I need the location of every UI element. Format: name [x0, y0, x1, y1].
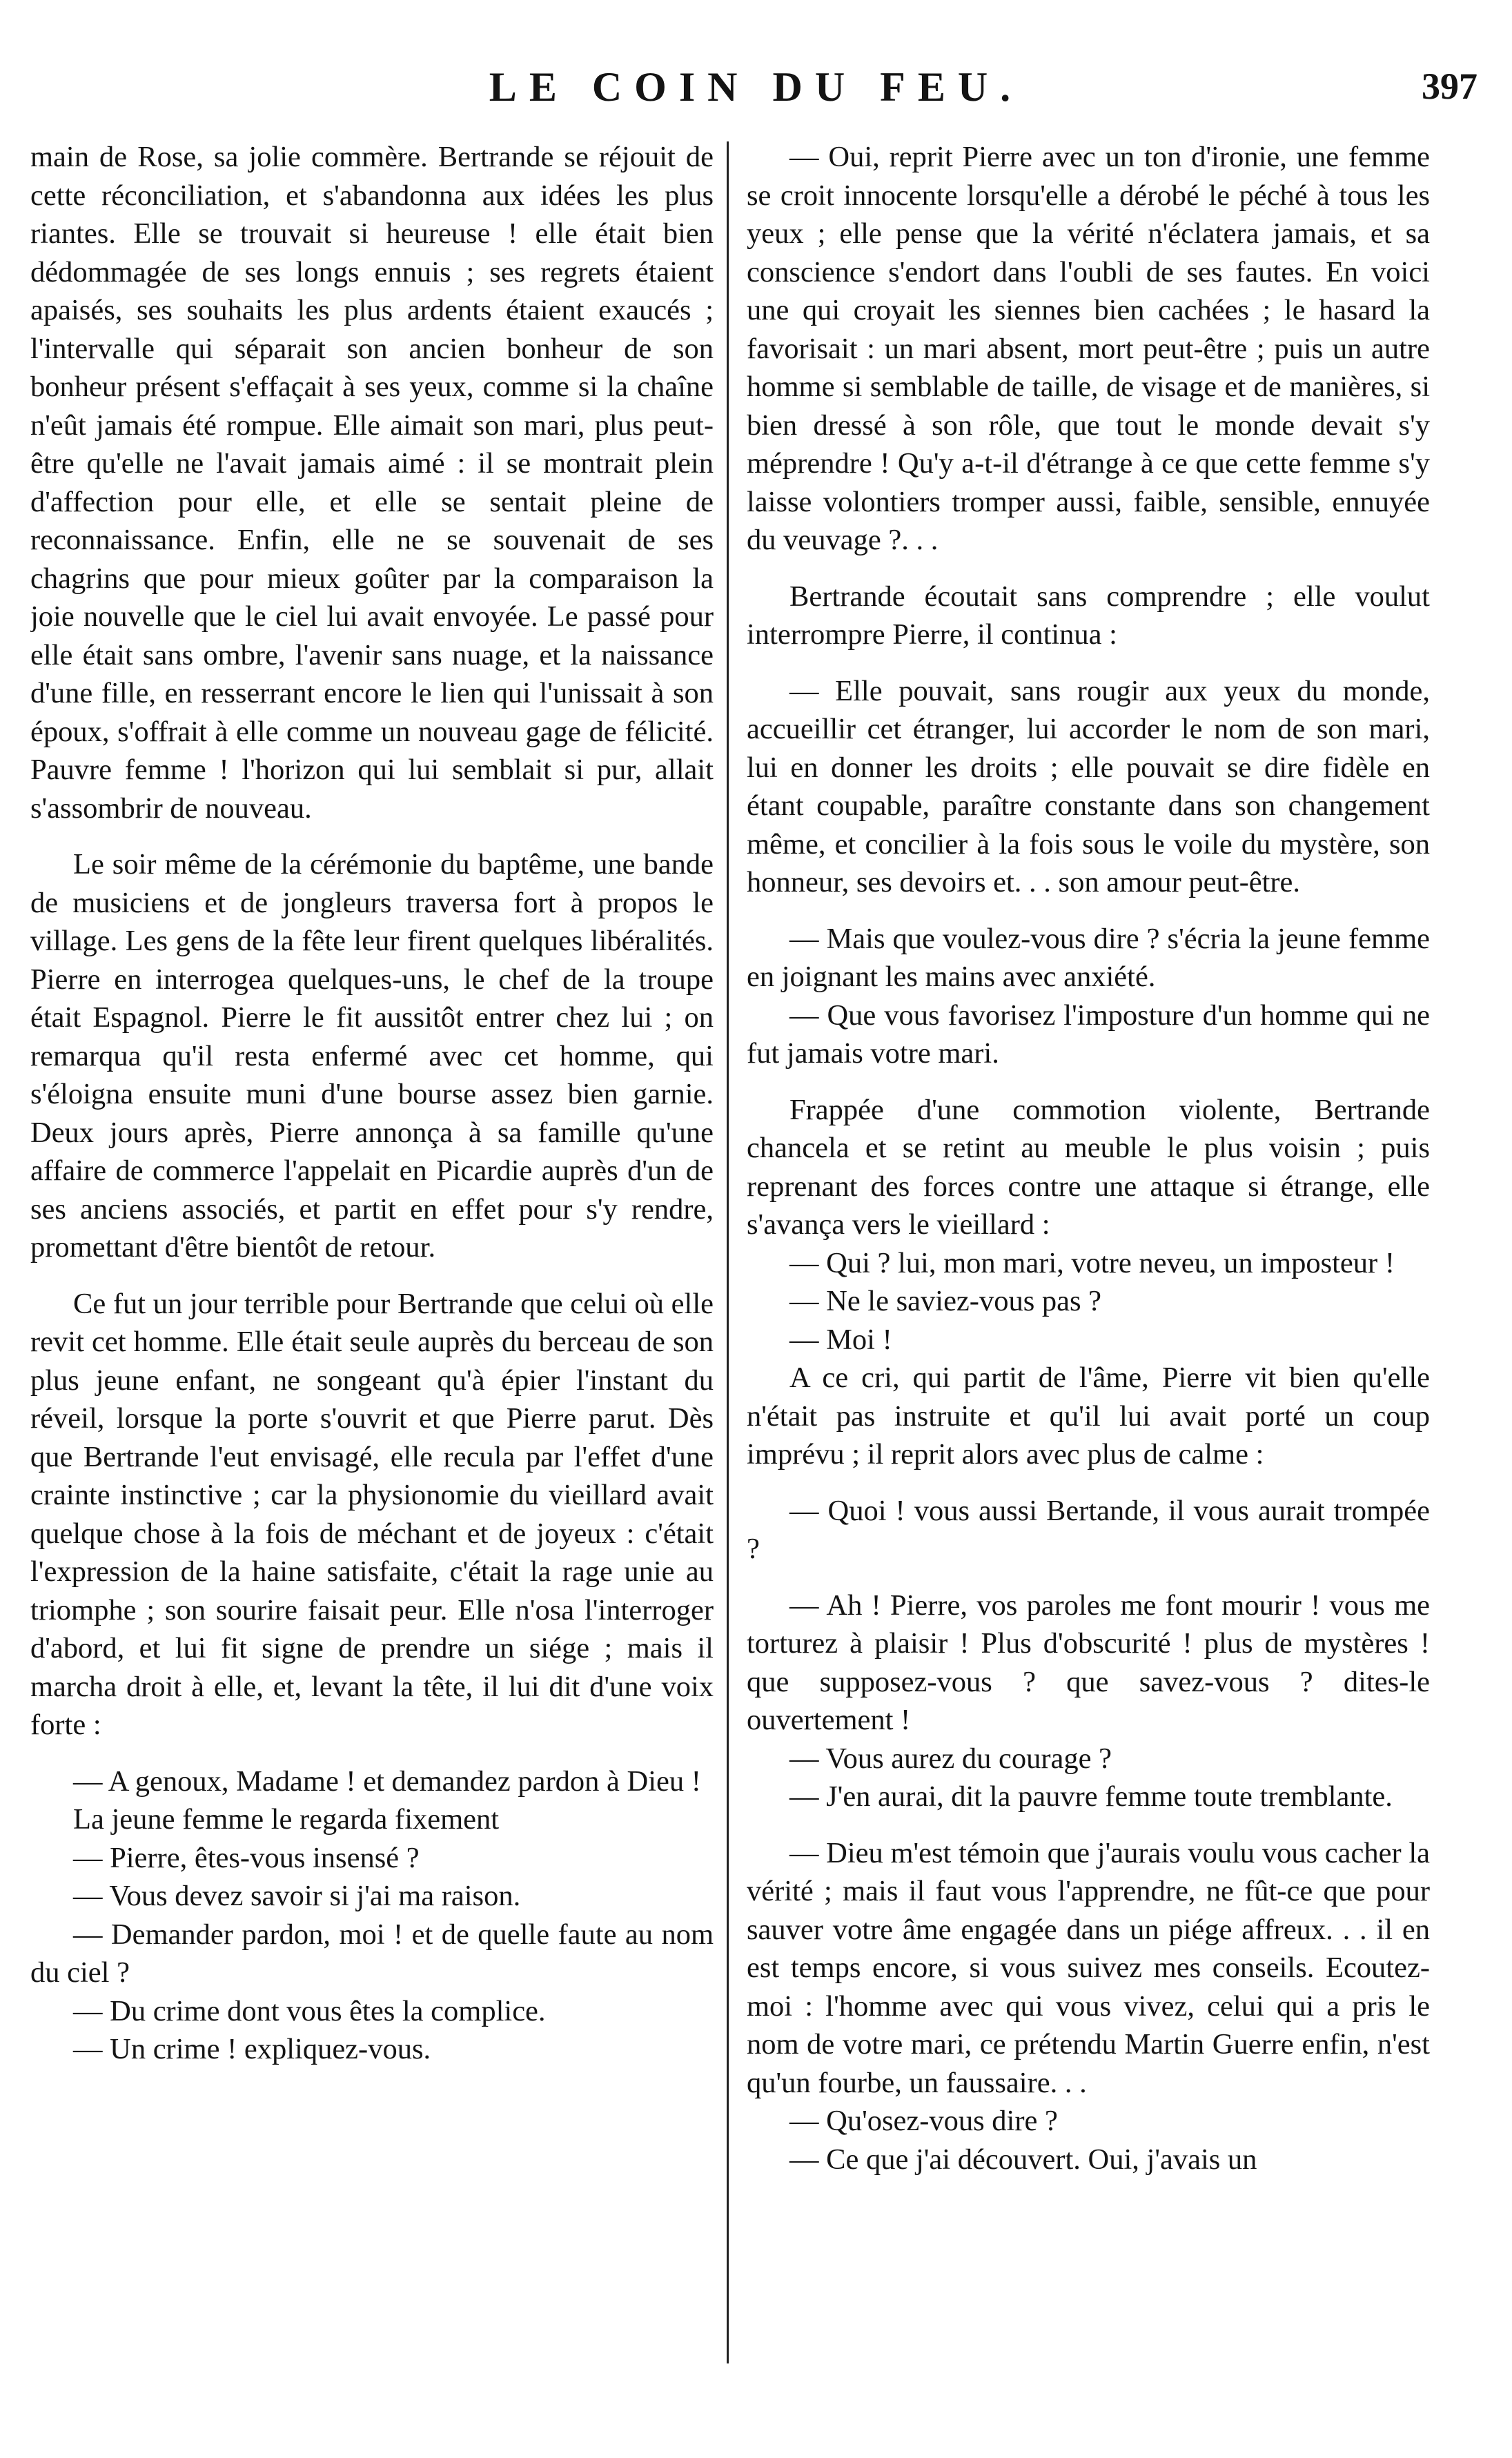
- paragraph: La jeune femme le regarda fixement: [73, 1803, 500, 1836]
- dialogue-line: — J'en aurai, dit la pauvre femme toute tremblante.: [789, 1780, 1393, 1813]
- paragraph: Ce fut un jour terrible pour Bertrande que celui où elle revit cet homme. Elle était seule auprès du berceau de son plus jeune enfant, ne songeant qu'à épier l'instant du réveil, lorsque la porte s'ouvrit et que Pierre parut. Dès que Bertrande l'eut envisagé, elle recula par l'effet d'une crainte instinctive ; car la physionomie du vieillard avait quelque chose à la fois de méchant et de joyeux : c'était l'expression de la haine satisfaite, c'était la rage unie au triomphe ; son sourire faisait peur. Elle n'osa l'interroger d'abord, et lui fit signe de prendre un siége ; mais il marcha droit à elle, et, levant la tête, il lui dit d'une voix forte :: [30, 1287, 714, 1741]
- dialogue-line: — Un crime ! expliquez-vous.: [73, 2033, 431, 2065]
- paragraph: Frappée d'une commotion violente, Bertrande chancela et se retint au meuble le plus voisin ; puis reprenant des forces contre une attaque si étrange, elle s'avança vers le vieillard :: [747, 1093, 1430, 1241]
- dialogue-line: — Qu'osez-vous dire ?: [789, 2105, 1058, 2137]
- dialogue-line: — Quoi ! vous aussi Bertande, il vous aurait trompée ?: [747, 1494, 1430, 1565]
- dialogue-line: — Vous devez savoir si j'ai ma raison.: [73, 1880, 521, 1912]
- dialogue-line: — Ah ! Pierre, vos paroles me font mourir ! vous me torturez à plaisir ! Plus d'obscurité ! plus de mystères ! que supposez-vous ? que savez-vous ? dites-le ouvertement !: [747, 1589, 1430, 1736]
- dialogue-line: — Moi !: [789, 1323, 892, 1356]
- dialogue-line: — Demander pardon, moi ! et de quelle faute au nom du ciel ?: [30, 1918, 714, 1989]
- dialogue-line: — Oui, reprit Pierre avec un ton d'ironie, une femme se croit innocente lorsqu'elle a dérobé le péché à tous les yeux ; elle pense que la vérité n'éclatera jamais, et sa conscience s'endort dans l'oubli de ses fautes. En voici une qui croyait les siennes bien cachées ; le hasard la favorisait : un mari absent, mort peut-être ; puis un autre homme si semblable de taille, de visage et de manières, si bien dressé à son rôle, que tout le monde devait s'y méprendre ! Qu'y a-t-il d'étrange à ce que cette femme s'y laisse volontiers tromper aussi, faible, sensible, ennuyée du veuvage ?. . .: [747, 141, 1430, 556]
- left-column: [30, 138, 714, 2443]
- running-title: LE COIN DU FEU.: [489, 64, 1023, 110]
- dialogue-line: — Vous aurez du courage ?: [789, 1742, 1112, 1775]
- dialogue-line: — Ne le saviez-vous pas ?: [789, 1285, 1101, 1317]
- paragraph: A ce cri, qui partit de l'âme, Pierre vit bien qu'elle n'était pas instruite et qu'il lui avait porté un coup imprévu ; il reprit alors avec plus de calme :: [747, 1361, 1430, 1471]
- dialogue-line: — Pierre, êtes-vous insensé ?: [73, 1841, 420, 1874]
- dialogue-line: — Du crime dont vous êtes la complice.: [73, 1994, 546, 2027]
- paragraph: main de Rose, sa jolie commère. Bertrande se réjouit de cette réconciliation, et s'abandonna aux idées les plus riantes. Elle se trouvait si heureuse ! elle était bien dédommagée de ses longs ennuis ; ses regrets étaient apaisés, ses souhaits les plus ardents étaient exaucés ; l'intervalle qui séparait son ancien bonheur de son bonheur présent s'effaçait à ses yeux, comme si la chaîne n'eût jamais été rompue. Elle aimait son mari, plus peut-être qu'elle ne l'avait jamais aimé : il se montrait plein d'affection pour elle, et elle se sentait pleine de reconnaissance. Enfin, elle ne se souvenait de ses chagrins que pour mieux goûter par la comparaison la joie nouvelle que le ciel lui avait envoyée. Le passé pour elle était sans ombre, l'avenir sans nuage, et la naissance d'une fille, en resserrant encore le lien qui l'unissait à son époux, s'offrait à elle comme un nouveau gage de félicité. Pauvre femme ! l'horizon qui lui semblait si pur, allait s'assombrir de nouveau.: [30, 141, 714, 825]
- right-column: [747, 138, 1430, 2443]
- page-header: [0, 63, 1512, 119]
- paragraph: Bertrande écoutait sans comprendre ; elle voulut interrompre Pierre, il continua :: [747, 580, 1430, 651]
- column-divider: [727, 141, 729, 2363]
- dialogue-line: — Elle pouvait, sans rougir aux yeux du monde, accueillir cet étranger, lui accorder le nom de son mari, lui en donner les droits ; elle pouvait se dire fidèle en étant coupable, paraître constante dans son changement même, et concilier à la fois sous le voile du mystère, son honneur, ses devoirs et. . . son amour peut-être.: [747, 674, 1430, 898]
- dialogue-line: — Ce que j'ai découvert. Oui, j'avais un: [789, 2143, 1257, 2176]
- page-number: 397: [1422, 66, 1477, 107]
- dialogue-line: — Que vous favorisez l'imposture d'un homme qui ne fut jamais votre mari.: [747, 999, 1430, 1070]
- paragraph: Le soir même de la cérémonie du baptême, une bande de musiciens et de jongleurs traversa fort à propos le village. Les gens de la fête leur firent quelques libéralités. Pierre en interrogea quelques-uns, le chef de la troupe était Espagnol. Pierre le fit aussitôt entrer chez lui ; on remarqua qu'il resta enfermé avec cet homme, qui s'éloigna ensuite muni d'une bourse assez bien garnie. Deux jours après, Pierre annonça à sa famille qu'une affaire de commerce l'appelait en Picardie auprès d'un de ses anciens associés, et partit en effet pour s'y rendre, promettant d'être bientôt de retour.: [30, 848, 714, 1264]
- dialogue-line: — Mais que voulez-vous dire ? s'écria la jeune femme en joignant les mains avec anxiété.: [747, 922, 1430, 993]
- dialogue-line: — Dieu m'est témoin que j'aurais voulu vous cacher la vérité ; mais il faut vous l'apprendre, ne fût-ce que pour sauver votre âme engagée dans un piége affreux. . . il en est temps encore, si vous suivez mes conseils. Ecoutez-moi : l'homme avec qui vous vivez, celui qui a pris le nom de votre mari, ce prétendu Martin Guerre enfin, n'est qu'un fourbe, un faussaire. . .: [747, 1836, 1430, 2099]
- dialogue-line: — A genoux, Madame ! et demandez pardon à Dieu !: [73, 1764, 701, 1798]
- dialogue-line: — Qui ? lui, mon mari, votre neveu, un imposteur !: [789, 1246, 1395, 1279]
